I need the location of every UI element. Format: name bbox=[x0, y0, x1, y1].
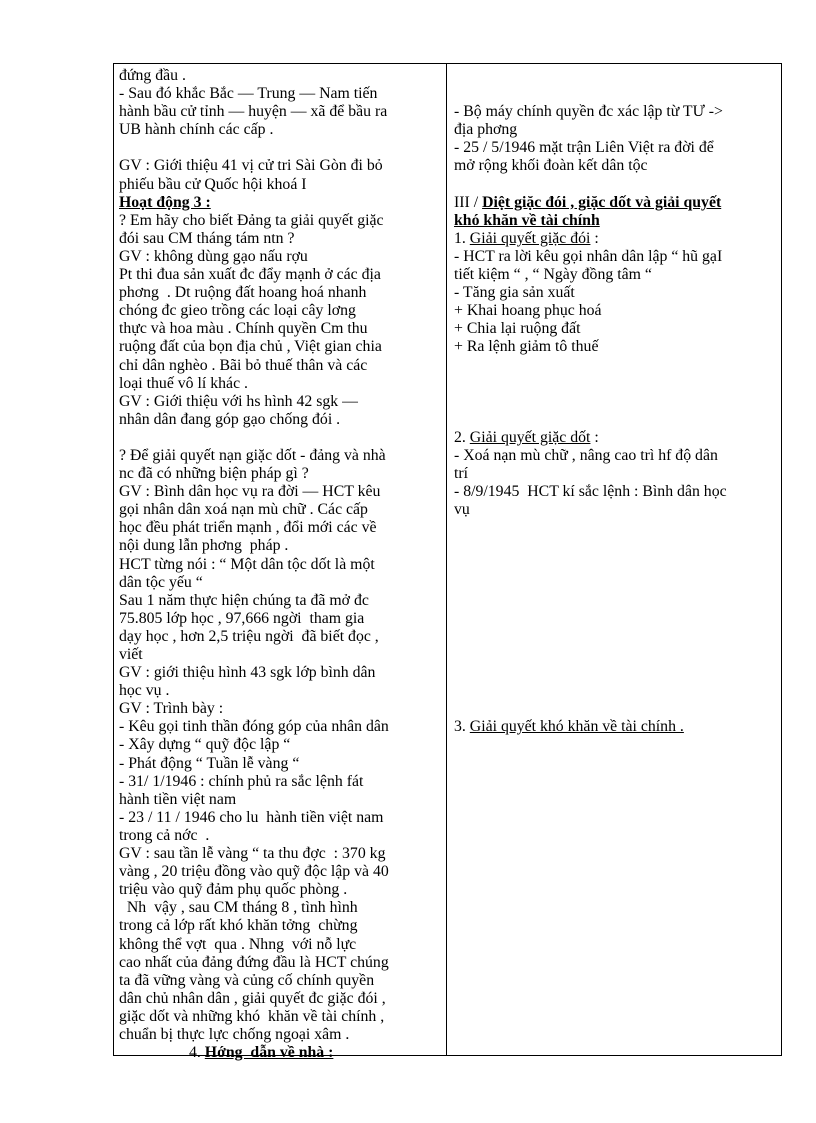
text-line: gọi nhân dân xoá nạn mù chữ . Các cấp bbox=[119, 501, 368, 519]
text-line: triệu vào quỹ đảm phụ quốc phòng . bbox=[119, 881, 348, 899]
text-line: - 31/ 1/1946 : chính phủ ra sắc lệnh fát bbox=[119, 772, 364, 790]
text-line: + Chia lại ruộng đất bbox=[454, 320, 581, 338]
text-line: vàng , 20 triệu đồng vào quỹ độc lập và 40 bbox=[119, 863, 389, 881]
text-line: tiết kiệm “ , “ Ngày đồng tâm “ bbox=[454, 266, 652, 284]
spacer bbox=[454, 357, 778, 375]
text-line: giặc dốt và những khó khăn về tài chính , bbox=[119, 1007, 385, 1025]
right-block2 bbox=[454, 248, 778, 357]
sub1-heading: Giải quyết giặc đói bbox=[469, 229, 591, 247]
spacer bbox=[119, 139, 441, 157]
text-line: GV : Trình bày : bbox=[119, 700, 224, 718]
spacer bbox=[454, 519, 778, 537]
text-line: hành bầu cử tỉnh — huyện — xã để bầu ra bbox=[119, 103, 388, 121]
spacer bbox=[454, 664, 778, 682]
text-line: ruộng đất của bọn địa chủ , Việt gian chia bbox=[119, 338, 382, 356]
left-block4 bbox=[119, 447, 441, 1044]
text-line: HCT từng nói : “ Một dân tộc dốt là một bbox=[119, 555, 375, 573]
text-line: hành tiền việt nam bbox=[119, 790, 237, 808]
text-line: dạy học , hơn 2,5 triệu ngời đã biết đọc , bbox=[119, 627, 379, 645]
text-line: ta đã vững vàng và củng cố chính quyền bbox=[119, 971, 375, 989]
text-line: - Bộ máy chính quyền đc xác lập từ TƯ -> bbox=[454, 103, 723, 121]
left-column bbox=[119, 67, 441, 1062]
spacer bbox=[454, 682, 778, 700]
activity3-heading: Hoạt động 3 : bbox=[119, 193, 211, 211]
text-line: - 25 / 5/1946 mặt trận Liên Việt ra đời để bbox=[454, 139, 714, 157]
text-line: 75.805 lớp học , 97,666 ngời tham gia bbox=[119, 609, 365, 627]
spacer bbox=[454, 592, 778, 610]
section3-line bbox=[454, 194, 778, 212]
text-line: nc đã có những biện pháp gì ? bbox=[119, 465, 309, 483]
text-line: ? Em hãy cho biết Đảng ta giải quyết giặc bbox=[119, 211, 384, 229]
text-line: chóng đc gieo trồng các loại cây lơng bbox=[119, 302, 356, 320]
spacer bbox=[454, 67, 778, 85]
text-line: học đều phát triển mạnh , đổi mới các về bbox=[119, 519, 377, 537]
text-line: ? Để giải quyết nạn giặc dốt - đảng và nhà bbox=[119, 446, 386, 464]
text-line: dân chủ nhân dân , giải quyết đc giặc đói , bbox=[119, 989, 386, 1007]
spacer bbox=[454, 375, 778, 393]
sub2-line bbox=[454, 429, 778, 447]
text-line: - 8/9/1945 HCT kí sắc lệnh : Bình dân học bbox=[454, 483, 727, 501]
text-line: trong cả lớp rất khó khăn tởng chừng bbox=[119, 917, 358, 935]
text-line: + Khai hoang phục hoá bbox=[454, 302, 602, 320]
spacer bbox=[454, 610, 778, 628]
text-line: vụ bbox=[454, 501, 470, 519]
text-line: Nh vậy , sau CM tháng 8 , tình hình bbox=[119, 899, 358, 917]
spacer bbox=[454, 85, 778, 103]
text-line: thực và hoa màu . Chính quyền Cm thu bbox=[119, 320, 368, 338]
spacer bbox=[454, 176, 778, 194]
sub1-prefix: 1. bbox=[454, 229, 470, 247]
text-line: GV : Giới thiệu với hs hình 42 sgk — bbox=[119, 392, 358, 410]
spacer bbox=[119, 429, 441, 447]
sub2-suffix: : bbox=[590, 428, 599, 446]
spacer bbox=[454, 574, 778, 592]
text-line: GV : sau tần lễ vàng “ ta thu đợc : 370 kg bbox=[119, 845, 386, 863]
right-column bbox=[454, 67, 778, 736]
text-line: - Xây dựng “ quỹ độc lập “ bbox=[119, 736, 291, 754]
text-line: trí bbox=[454, 465, 469, 483]
section3-prefix: III / bbox=[454, 193, 483, 211]
text-line: - Phát động “ Tuần lễ vàng “ bbox=[119, 754, 300, 772]
sub3-heading: Giải quyết khó khăn về tài chính . bbox=[469, 718, 684, 736]
text-line: GV : không dùng gạo nấu rợu bbox=[119, 247, 308, 265]
homework-heading: Hớng dẫn về nhà : bbox=[204, 1044, 334, 1062]
spacer bbox=[454, 646, 778, 664]
column-divider bbox=[446, 63, 447, 1056]
text-line: chỉ dân nghèo . Bãi bỏ thuế thân và các bbox=[119, 356, 368, 374]
text-line: - Kêu gọi tinh thần đóng góp của nhân dân bbox=[119, 718, 389, 736]
spacer bbox=[454, 700, 778, 718]
spacer bbox=[454, 537, 778, 555]
text-line: + Ra lệnh giảm tô thuế bbox=[454, 338, 599, 356]
text-line: GV : Bình dân học vụ ra đời — HCT kêu bbox=[119, 483, 381, 501]
sub2-prefix: 2. bbox=[454, 428, 470, 446]
text-line: nhân dân đang góp gạo chống đói . bbox=[119, 410, 341, 428]
text-line: địa phơng bbox=[454, 121, 518, 139]
text-line: UB hành chính các cấp . bbox=[119, 121, 274, 139]
sub3-prefix: 3. bbox=[454, 718, 470, 736]
spacer bbox=[454, 411, 778, 429]
text-line: GV : giới thiệu hình 43 sgk lớp bình dân bbox=[119, 664, 376, 682]
homework-line bbox=[119, 1044, 441, 1062]
right-block1 bbox=[454, 103, 778, 175]
sub1-suffix: : bbox=[590, 229, 599, 247]
text-line: không thể vợt qua . Nhng với nỗ lực bbox=[119, 935, 357, 953]
text-line: đói sau CM tháng tám ntn ? bbox=[119, 229, 295, 247]
text-line: cao nhất của đảng đứng đầu là HCT chúng bbox=[119, 953, 389, 971]
section3-heading-line1: Diệt giặc đói , giặc dốt và giải quyết bbox=[482, 193, 722, 211]
homework-prefix: 4. bbox=[189, 1044, 205, 1062]
text-line: chuẩn bị thực lực chống ngoại xâm . bbox=[119, 1025, 350, 1043]
text-line: nội dung lẫn phơng pháp . bbox=[119, 537, 289, 555]
text-line: phơng . Dt ruộng đất hoang hoá nhanh bbox=[119, 284, 367, 302]
text-line: - HCT ra lời kêu gọi nhân dân lập “ hũ gạI bbox=[454, 247, 723, 265]
text-line: phiếu bầu cử Quốc hội khoá I bbox=[119, 175, 307, 193]
text-line: mở rộng khối đoàn kết dân tộc bbox=[454, 157, 648, 175]
text-line: Pt thi đua sản xuất đc đẩy mạnh ở các địa bbox=[119, 266, 381, 284]
sub2-heading: Giải quyết giặc dốt bbox=[469, 428, 591, 446]
text-line: - 23 / 11 / 1946 cho lu hành tiền việt nam bbox=[119, 808, 384, 826]
sub3-line bbox=[454, 718, 778, 736]
text-line: trong cả nớc . bbox=[119, 826, 210, 844]
left-block3 bbox=[119, 212, 441, 429]
left-block1 bbox=[119, 67, 441, 139]
spacer bbox=[454, 393, 778, 411]
spacer bbox=[454, 628, 778, 646]
spacer bbox=[454, 556, 778, 574]
left-block2 bbox=[119, 157, 441, 193]
text-line: loại thuế vô lí khác . bbox=[119, 374, 248, 392]
section3-heading-line2: khó khăn về tài chính bbox=[454, 211, 600, 229]
text-line: dân tộc yếu “ bbox=[119, 573, 203, 591]
text-line: - Sau đó khắc Bắc — Trung — Nam tiến bbox=[119, 85, 378, 103]
right-block3 bbox=[454, 447, 778, 519]
text-line: đứng đầu . bbox=[119, 67, 186, 84]
section3-line2 bbox=[454, 212, 778, 230]
text-line: - Tăng gia sản xuất bbox=[454, 284, 575, 302]
text-line: GV : Giới thiệu 41 vị cử tri Sài Gòn đi bỏ bbox=[119, 157, 383, 175]
sub1-line bbox=[454, 230, 778, 248]
text-line: học vụ . bbox=[119, 682, 170, 700]
text-line: viết bbox=[119, 646, 143, 663]
text-line: Sau 1 năm thực hiện chúng ta đã mở đc bbox=[119, 591, 369, 609]
activity3-line bbox=[119, 194, 441, 212]
text-line: - Xoá nạn mù chữ , nâng cao trì hf độ dân bbox=[454, 446, 718, 464]
